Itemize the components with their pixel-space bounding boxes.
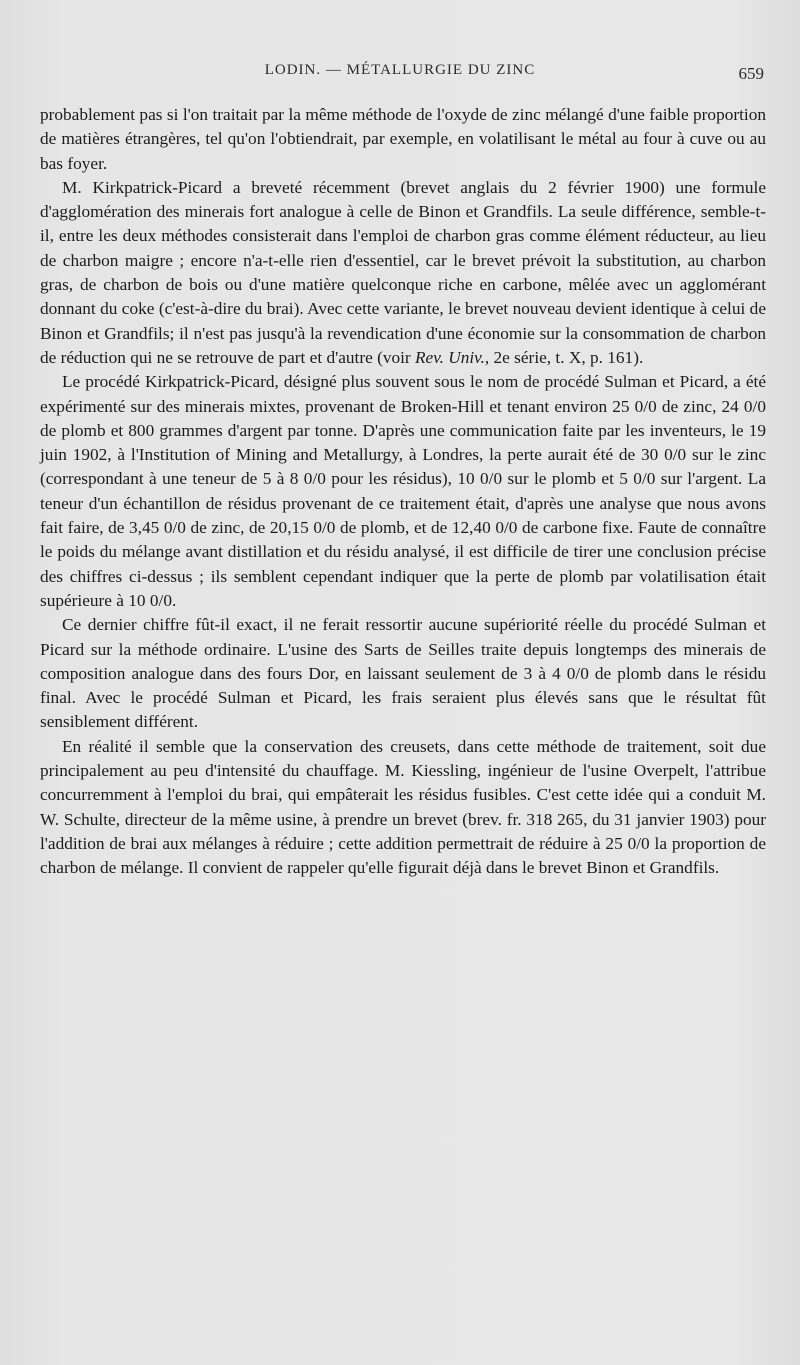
paragraph-1: probablement pas si l'on traitait par la même méthode de l'oxyde de zinc mélangé d'une faible proportion de matières étrangères, tel qu'on l'obtiendrait, par exemple, en volatilisant le métal au four à cuve ou au bas foyer.	[40, 105, 766, 173]
running-title: LODIN. — MÉTALLURGIE DU ZINC	[264, 62, 536, 78]
paragraph-2-text-end: , 2e série, t. X, p. 161).	[484, 347, 644, 367]
page-number: 659	[738, 64, 764, 83]
journal-citation: Rev. Univ.	[415, 347, 485, 367]
body-text	[40, 103, 766, 881]
paragraph-3: Le procédé Kirkpatrick-Picard, désigné plus souvent sous le nom de procédé Sulman et Picard, a été expérimenté sur des minerais mixtes, provenant de Broken-Hill et tenant environ 25 0/0 de zinc, 24 0/0 de plomb et 800 grammes d'argent par tonne. D'après une communication faite par les inventeurs, le 19 juin 1902, à l'Institution of Mining and Metallurgy, à Londres, la perte aurait été de 30 0/0 sur le zinc (correspondant à une teneur de 5 à 8 0/0 pour les résidus), 10 0/0 sur le plomb et 5 0/0 sur l'argent. La teneur d'un échantillon de résidus provenant de ce traitement était, d'après une analyse que nous avons fait faire, de 3,45 0/0 de zinc, de 20,15 0/0 de plomb, et de 12,40 0/0 de carbone fixe. Faute de connaître le poids du mélange avant distillation et du résidu analysé, il est difficile de tirer une conclusion précise des chiffres ci-dessus ; ils semblent cependant indiquer que la perte de plomb par volatilisation était supérieure à 10 0/0.	[40, 372, 766, 610]
page-header	[0, 62, 800, 86]
paragraph-4: Ce dernier chiffre fût-il exact, il ne ferait ressortir aucune supériorité réelle du procédé Sulman et Picard sur la méthode ordinaire. L'usine des Sarts de Seilles traite depuis longtemps des minerais de composition analogue dans des fours Dor, en laissant seulement de 3 à 4 0/0 de plomb dans le résidu final. Avec le procédé Sulman et Picard, les frais seraient plus élevés sans que le résultat fût sensiblement différent.	[40, 615, 766, 732]
paragraph-2	[40, 176, 766, 370]
paragraph-5: En réalité il semble que la conservation des creusets, dans cette méthode de traitement, soit due principalement au peu d'intensité du chauffage. M. Kiessling, ingénieur de l'usine Overpelt, l'attribue concurremment à l'emploi du brai, qui empâterait les résidus fusibles. C'est cette idée qui a conduit M. W. Schulte, directeur de la même usine, à prendre un brevet (brev. fr. 318 265, du 31 janvier 1903) pour l'addition de brai aux mélanges à réduire ; cette addition permettrait de réduire à 25 0/0 la proportion de charbon de mélange. Il convient de rappeler qu'elle figurait déjà dans le brevet Binon et Grandfils.	[40, 736, 766, 878]
paragraph-2-text: M. Kirkpatrick-Picard a breveté récemment (brevet anglais du 2 février 1900) une formule d'agglomération des minerais fort analogue à celle de Binon et Grandfils. La seule différence, semble-t-il, entre les deux méthodes consisterait dans l'emploi de charbon gras comme élément réducteur, au lieu de charbon maigre ; encore n'a-t-elle rien d'essentiel, car le brevet prévoit la substitution, au charbon gras, de charbon de bois ou d'une matière quelconque riche en carbone, mêlée avec un agglomérant donnant du coke (c'est-à-dire du brai). Avec cette variante, le brevet nouveau devient identique à celui de Binon et Grandfils; il n'est pas jusqu'à la revendication d'une économie sur la consommation de charbon de réduction qui ne se retrouve de part et d'autre (voir	[40, 177, 766, 367]
